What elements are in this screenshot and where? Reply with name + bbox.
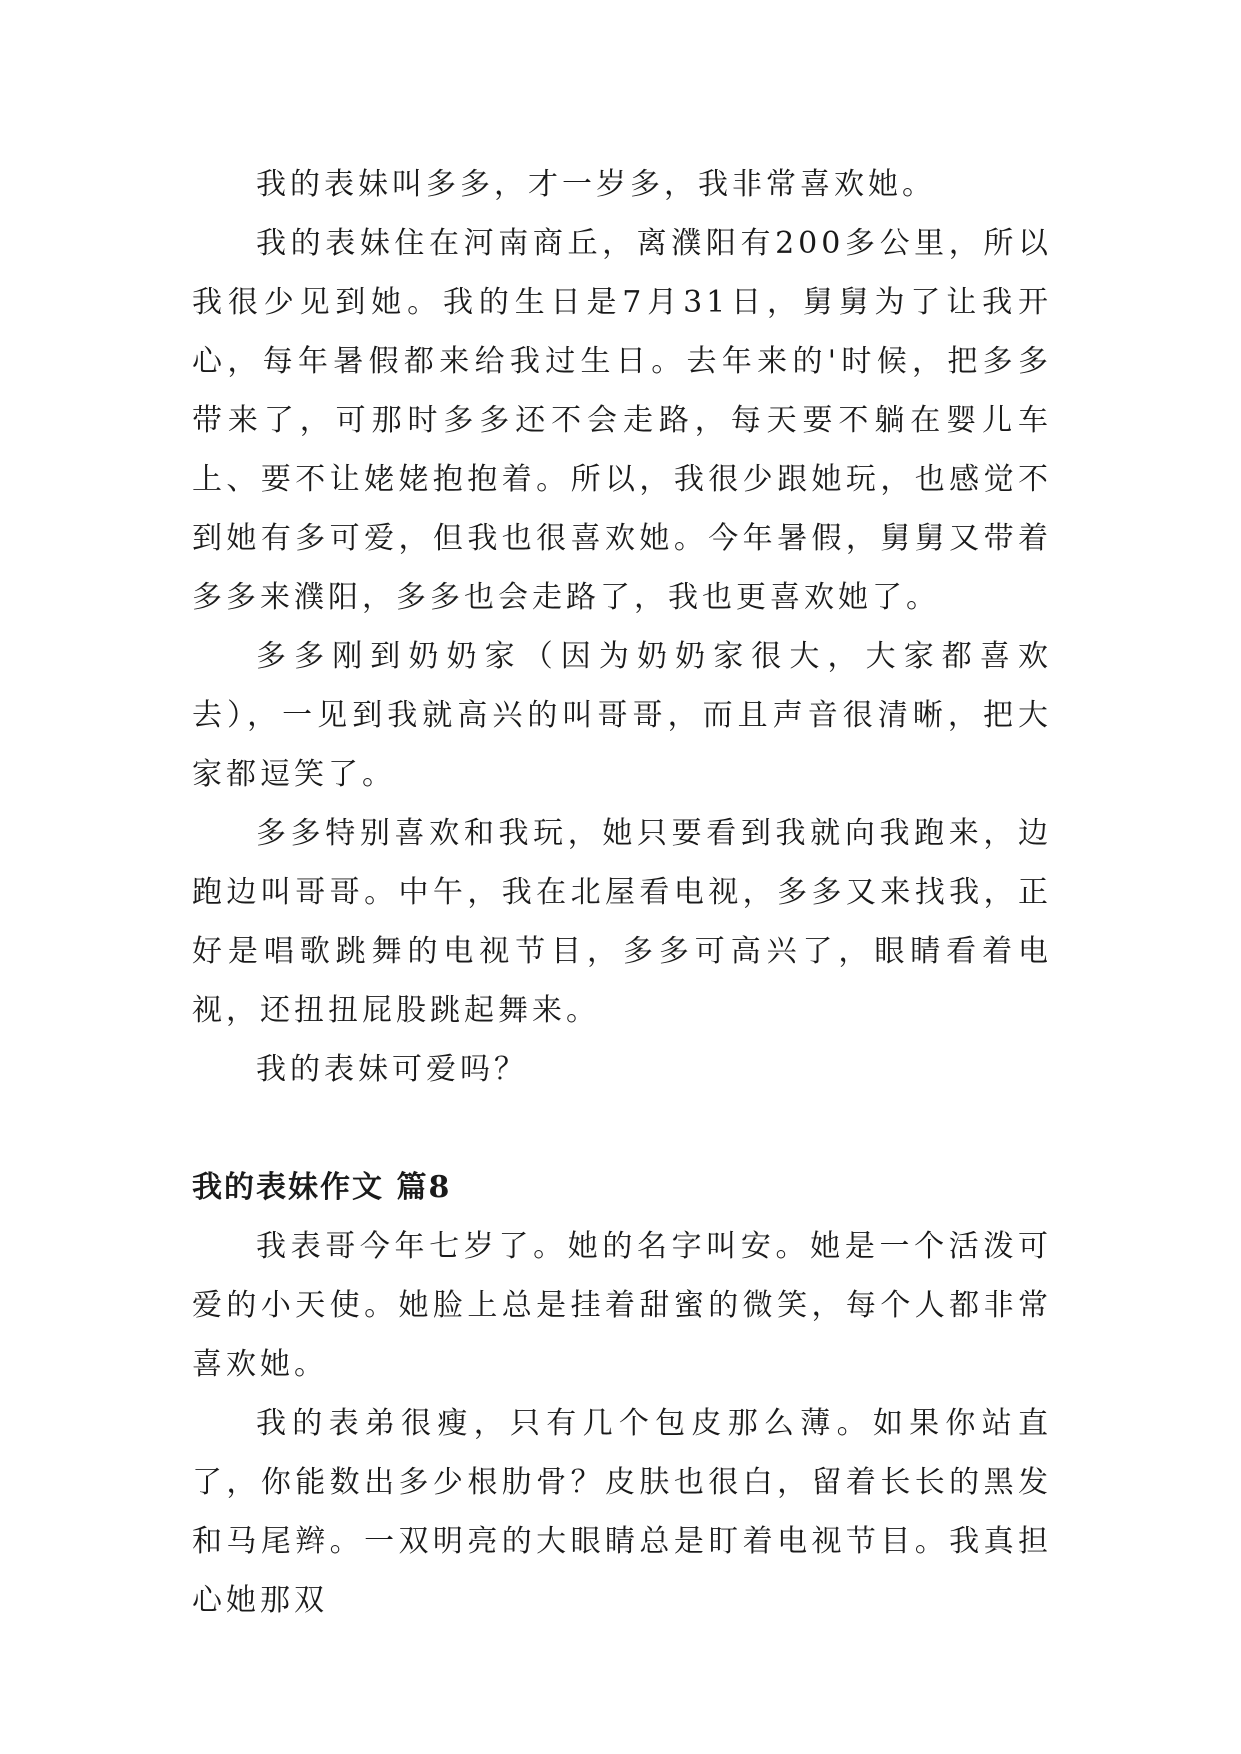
paragraph: 我的表妹住在河南商丘，离濮阳有200多公里，所以我很少见到她。我的生日是7月31日，舅舅为了让我开心，每年暑假都来给我过生日。去年来的'时候，把多多带来了，可那时多多还不会走路，每天要不躺在婴儿车上、要不让姥姥抱抱着。所以，我很少跟她玩，也感觉不到她有多可爱，但我也很喜欢她。今年暑假，舅舅又带着多多来濮阳，多多也会走路了，我也更喜欢她了。 — [192, 226, 1052, 615]
paragraph: 我的表弟很瘦，只有几个包皮那么薄。如果你站直了，你能数出多少根肋骨？皮肤也很白，留着长长的黑发和马尾辫。一双明亮的大眼睛总是盯着电视节目。我真担心她那双 — [192, 1406, 1052, 1618]
paragraph: 多多特别喜欢和我玩，她只要看到我就向我跑来，边跑边叫哥哥。中午，我在北屋看电视，多多又来找我，正好是唱歌跳舞的电视节目，多多可高兴了，眼睛看着电视，还扭扭屁股跳起舞来。 — [192, 816, 1052, 1028]
paragraph: 我的表妹可爱吗？ — [256, 1052, 528, 1087]
paragraph: 我的表妹叫多多，才一岁多，我非常喜欢她。 — [256, 167, 936, 202]
paragraph: 我表哥今年七岁了。她的名字叫安。她是一个活泼可爱的小天使。她脸上总是挂着甜蜜的微笑，每个人都非常喜欢她。 — [192, 1229, 1052, 1382]
section-heading: 我的表妹作文 篇8 — [192, 1170, 452, 1205]
document-body — [192, 155, 1052, 1630]
paragraph: 多多刚到奶奶家（因为奶奶家很大，大家都喜欢去），一见到我就高兴的叫哥哥，而且声音很清晰，把大家都逗笑了。 — [192, 639, 1052, 792]
